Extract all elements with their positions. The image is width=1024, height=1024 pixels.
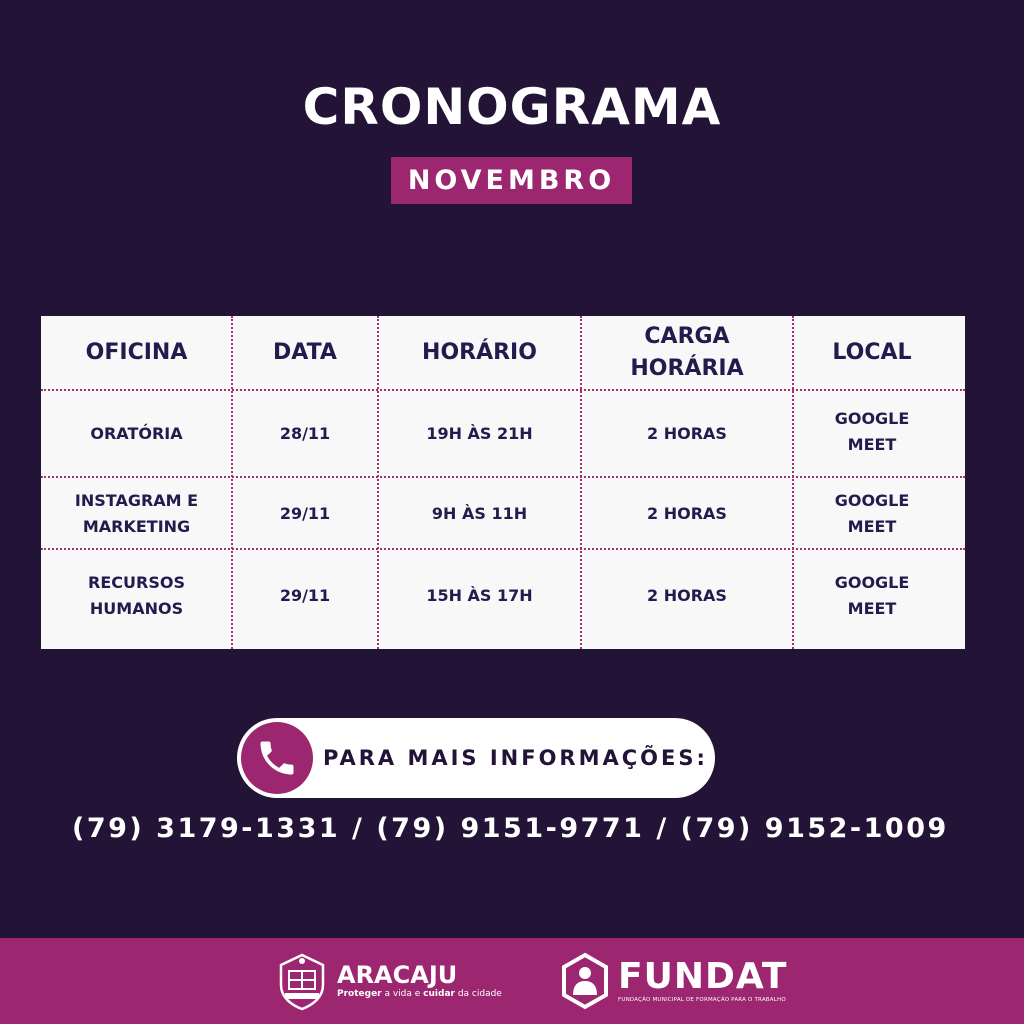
city-crest-icon xyxy=(275,951,329,1011)
cell-oficina xyxy=(41,550,232,649)
cell-local xyxy=(793,391,951,477)
oficina-line1: INSTAGRAM E xyxy=(74,490,199,510)
column-divider xyxy=(792,316,794,649)
month-badge: NOVEMBRO xyxy=(391,157,632,204)
fundat-subtitle: FUNDAÇÃO MUNICIPAL DE FORMAÇÃO PARA O TRABALHO xyxy=(618,997,786,1003)
contact-pill xyxy=(237,718,715,798)
local-line1: GOOGLE xyxy=(834,490,910,510)
cell-carga: 2 HORAS xyxy=(647,424,727,443)
cell-horario: 15H ÀS 17H xyxy=(426,585,533,605)
oficina-line1: ORATÓRIA xyxy=(90,424,183,443)
header-local: LOCAL xyxy=(832,340,912,365)
header-carga-line2: HORÁRIA xyxy=(630,356,744,381)
cell-data: 29/11 xyxy=(279,503,331,523)
cell-oficina xyxy=(41,478,232,549)
header-oficina: OFICINA xyxy=(85,340,188,365)
schedule-table xyxy=(41,316,965,649)
footer xyxy=(0,938,1024,1024)
table-row xyxy=(41,550,965,649)
row-divider xyxy=(41,548,965,550)
row-divider xyxy=(41,389,965,391)
table-row xyxy=(41,478,965,549)
header-data: DATA xyxy=(273,340,337,365)
page-title: CRONOGRAMA xyxy=(302,78,722,136)
header-carga-line1: CARGA xyxy=(644,324,730,349)
cell-horario: 9H ÀS 11H xyxy=(431,503,528,523)
cell-carga: 2 HORAS xyxy=(647,503,727,523)
cell-carga: 2 HORAS xyxy=(647,585,727,605)
aracaju-slogan: Proteger a vida e cuidar da cidade xyxy=(337,989,502,999)
header-carga-horaria xyxy=(581,316,793,390)
cell-oficina xyxy=(41,391,232,477)
table-row xyxy=(41,391,965,477)
column-divider xyxy=(231,316,233,649)
aracaju-logo xyxy=(275,944,502,1018)
row-divider xyxy=(41,476,965,478)
table-header-row xyxy=(41,316,965,390)
column-divider xyxy=(580,316,582,649)
local-line2: MEET xyxy=(847,516,897,536)
cell-local xyxy=(793,550,951,649)
oficina-line2: MARKETING xyxy=(82,516,191,536)
local-line1: GOOGLE xyxy=(834,572,910,592)
cell-data: 28/11 xyxy=(279,424,331,443)
cell-local xyxy=(793,478,951,549)
oficina-line2: HUMANOS xyxy=(89,598,184,618)
header-horario: HORÁRIO xyxy=(422,340,537,365)
aracaju-name: ARACAJU xyxy=(337,961,458,989)
local-line1: GOOGLE xyxy=(834,409,910,428)
cell-horario: 19H ÀS 21H xyxy=(426,424,533,443)
cell-data: 29/11 xyxy=(279,585,331,605)
local-line2: MEET xyxy=(847,435,897,454)
local-line2: MEET xyxy=(847,598,897,618)
phone-numbers: (79) 3179-1331 / (79) 9151-9771 / (79) 9152-1009 xyxy=(72,813,949,844)
fundat-logo xyxy=(560,944,787,1018)
phone-icon xyxy=(241,722,313,794)
fundat-name: FUNDAT xyxy=(618,956,788,997)
contact-label: PARA MAIS INFORMAÇÕES: xyxy=(323,746,708,770)
fundat-hexagon-icon xyxy=(560,952,610,1010)
oficina-line1: RECURSOS xyxy=(88,572,185,592)
column-divider xyxy=(377,316,379,649)
